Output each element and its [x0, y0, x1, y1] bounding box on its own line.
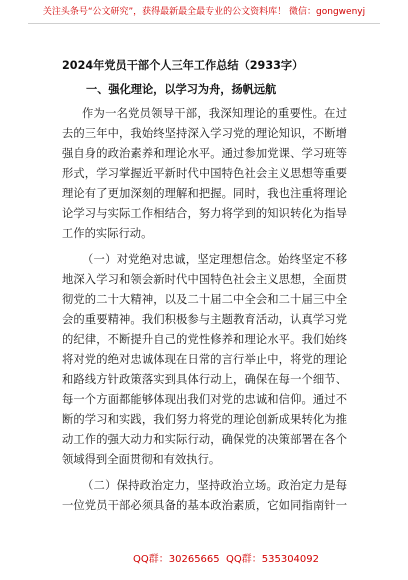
qq-group-1: QQ群：30265665	[133, 554, 220, 565]
body-line: 强自身的政治素养和理论水平。通过参加党课、学习班等	[62, 147, 347, 160]
header-banner: 关注头条号“公文研究”，获得最新最全最专业的公文资料库！ 微信：gongwenyj	[42, 7, 366, 17]
body-line: 断的学习和实践，我们努力将党的理论创新成果转化为推	[62, 413, 347, 426]
body-line: 论学习与实际工作相结合，努力将学到的知识转化为指导	[62, 207, 347, 220]
body-line: 和路线方针政策落实到具体行动上，确保在每一个细节、	[62, 373, 347, 386]
body-line: 工作的实际行动。	[62, 227, 153, 240]
body-line: 去的三年中，我始终坚持深入学习党的理论知识，不断增	[62, 127, 347, 140]
body-line: 作为一名党员领导干部，我深知理论的重要性。在过	[82, 107, 347, 120]
body-line: 的纪律，不断提升自己的党性修养和理论水平。我们始终	[62, 333, 347, 346]
body-line: （二）保持政治定力，坚持政治立场。政治定力是每	[82, 479, 347, 492]
body-line: 领域得到全面贯彻和有效执行。	[62, 453, 221, 466]
body-line: 将对党的绝对忠诚体现在日常的言行举止中，将党的理论	[62, 353, 347, 366]
header-divider	[28, 23, 380, 24]
body-line: 地深入学习和领会新时代中国特色社会主义思想，全面贯	[62, 273, 347, 286]
body-line: （一）对党绝对忠诚，坚定理想信念。始终坚定不移	[82, 253, 347, 266]
body-line: 每一个方面都能够体现出我们对党的忠诚和信仰。通过不	[62, 393, 347, 406]
body-line: 动工作的强大动力和实际行动，确保党的决策部署在各个	[62, 433, 347, 446]
document-title: 2024年党员干部个人三年工作总结（2933字）	[62, 59, 304, 72]
body-line: 一位党员干部必须具备的基本政治素质，它如同指南针一	[62, 499, 347, 512]
qq-group-2: QQ群：535304092	[226, 554, 320, 565]
body-line: 会的重要精神。我们积极参与主题教育活动，认真学习党	[62, 313, 347, 326]
body-line: 理论有了更加深刻的理解和把握。同时，我也注重将理论	[62, 187, 347, 200]
body-line: 形式，学习掌握近平新时代中国特色社会主义思想等重要	[62, 167, 347, 180]
body-line: 彻党的二十大精神，以及二十届二中全会和二十届三中全	[62, 293, 347, 306]
section-heading: 一、强化理论，以学习为舟，扬帆远航	[86, 83, 277, 96]
